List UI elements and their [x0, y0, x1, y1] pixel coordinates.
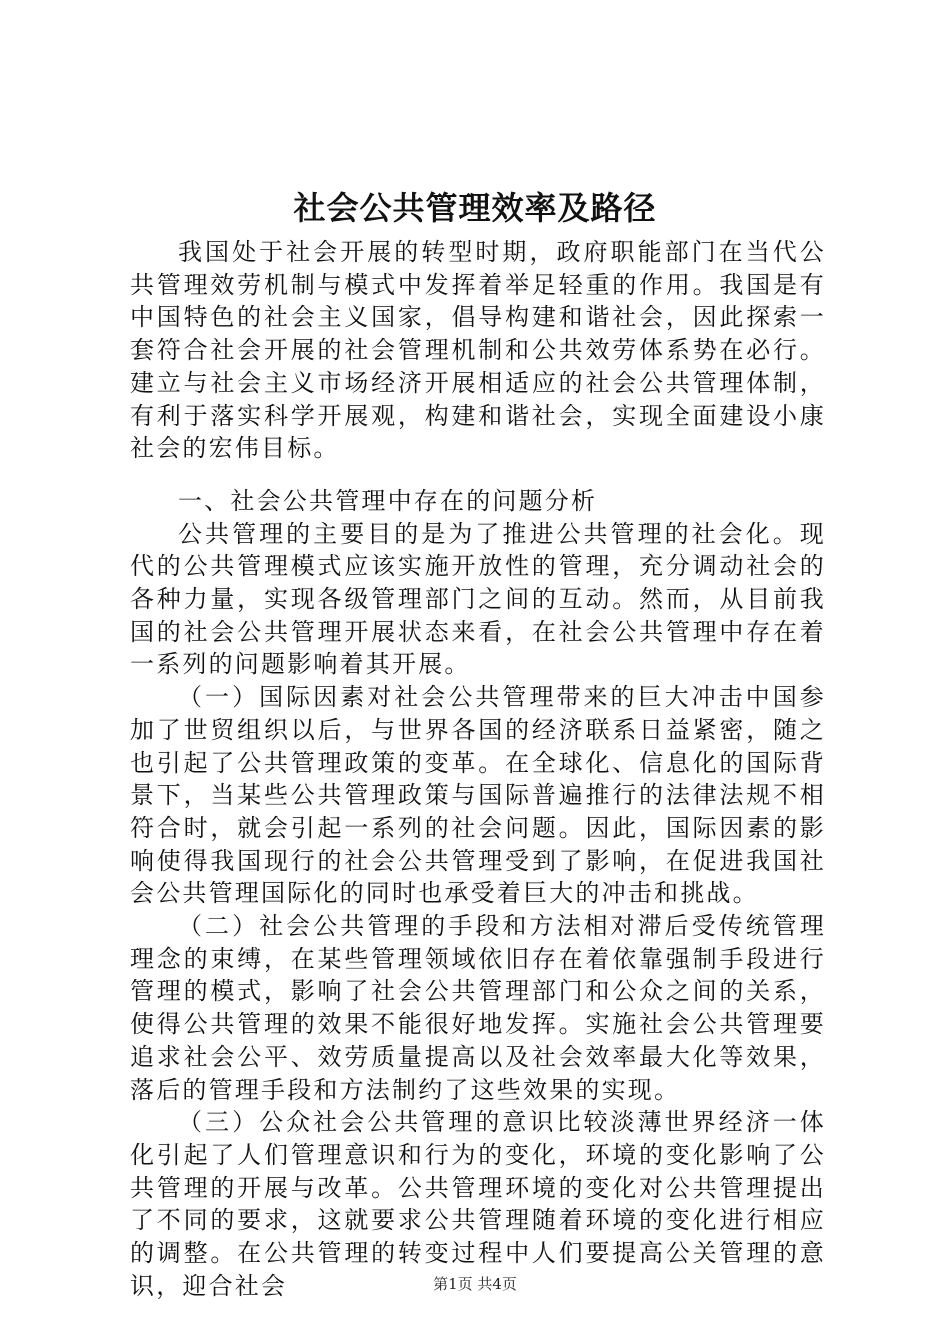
intro-paragraph: 我国处于社会开展的转型时期，政府职能部门在当代公共管理效劳机制与模式中发挥着举足轻重的作用。我国是有中国特色的社会主义国家，倡导构建和谐社会，因此探索一套符合社会开展的社会管理机制和公共效劳体系势在必行。建立与社会主义市场经济开展相适应的社会公共管理体制，有利于落实科学开展观，构建和谐社会，实现全面建设小康社会的宏伟目标。	[130, 238, 826, 463]
page-number-footer: 第1页 共4页	[433, 1275, 517, 1293]
body-paragraph: （三）公众社会公共管理的意识比较淡薄世界经济一体化引起了人们管理意识和行为的变化，环境的变化影响了公共管理的开展与改革。公共管理环境的变化对公共管理提出了不同的要求，这就要求公共管理随着环境的变化进行相应的调整。在公共管理的转变过程中人们要提高公关管理的意识，迎合社会	[130, 1108, 826, 1300]
body-paragraph: （二）社会公共管理的手段和方法相对滞后受传统管理理念的束缚，在某些管理领域依旧存在着依靠强制手段进行管理的模式，影响了社会公共管理部门和公众之间的关系，使得公共管理的效果不能很好地发挥。实施社会公共管理要追求社会公平、效劳质量提高以及社会效率最大化等效果，落后的管理手段和方法制约了这些效果的实现。	[130, 912, 826, 1104]
document-title: 社会公共管理效率及路径	[293, 189, 657, 227]
document-body	[130, 236, 826, 1303]
body-paragraph: 公共管理的主要目的是为了推进公共管理的社会化。现代的公共管理模式应该实施开放性的管理，充分调动社会的各种力量，实现各级管理部门之间的互动。然而，从目前我国的社会公共管理开展状态来看，在社会公共管理中存在着一系列的问题影响着其开展。	[130, 519, 826, 679]
section-heading: 一、社会公共管理中存在的问题分析	[178, 486, 598, 515]
body-paragraph: （一）国际因素对社会公共管理带来的巨大冲击中国参加了世贸组织以后，与世界各国的经济联系日益紧密，随之也引起了公共管理政策的变革。在全球化、信息化的国际背景下，当某些公共管理政策与国际普遍推行的法律法规不相符合时，就会引起一系列的社会问题。因此，国际因素的影响使得我国现行的社会公共管理受到了影响，在促进我国社会公共管理国际化的同时也承受着巨大的冲击和挑战。	[130, 683, 826, 908]
